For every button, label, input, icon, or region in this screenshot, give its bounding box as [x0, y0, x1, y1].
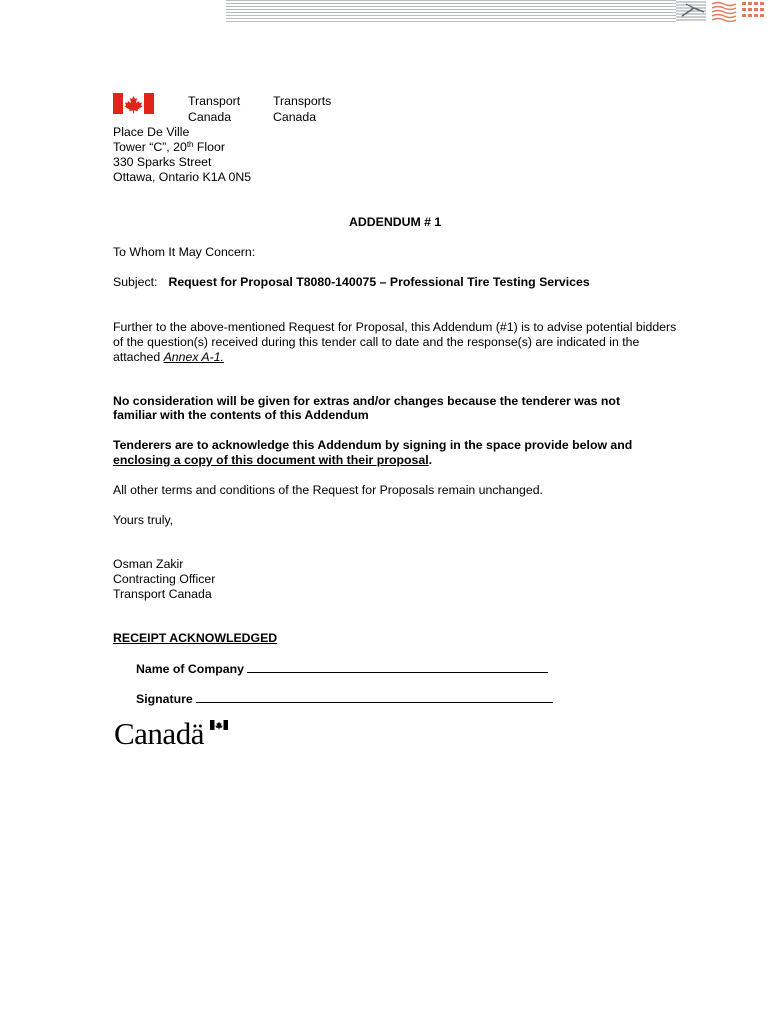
signatory-org: Transport Canada — [113, 587, 212, 601]
dept-name-en-line1: Transport — [188, 94, 241, 108]
canada-wordmark-text: Canadä — [114, 716, 204, 751]
acknowledge-underlined: enclosing a copy of this document with their proposal — [113, 453, 429, 467]
signature-line[interactable] — [196, 691, 553, 703]
body-paragraph-line: of the question(s) received during this tender call to date and the response(s) are indicated in the — [113, 335, 640, 349]
header-banner — [226, 0, 770, 22]
address-tower: Tower “C”, 20 — [113, 140, 187, 154]
acknowledge-line: Tenderers are to acknowledge this Addendum by signing in the space provide below and — [113, 438, 633, 452]
canada-flag-icon — [113, 93, 154, 114]
subject-label: Subject: — [113, 275, 158, 289]
address-line: Place De Ville — [113, 125, 190, 139]
notice-line: familiar with the contents of this Addendum — [113, 408, 369, 422]
wordmark-flag-icon — [210, 720, 228, 730]
dept-name-fr-line1: Transports — [273, 94, 332, 108]
dept-name-en-line2: Canada — [188, 110, 232, 124]
address-line: Ottawa, Ontario K1A 0N5 — [113, 170, 252, 184]
transport-banner-icon — [676, 0, 770, 22]
signature-label: Signature — [136, 692, 193, 706]
subject-text: Request for Proposal T8080-140075 – Professional Tire Testing Services — [168, 275, 590, 289]
closing: Yours truly, — [113, 513, 174, 527]
terms-statement: All other terms and conditions of the Request for Proposals remain unchanged. — [113, 483, 543, 497]
body-paragraph-line: Further to the above-mentioned Request for Proposal, this Addendum (#1) is to advise potential bidders — [113, 320, 677, 334]
signatory-title: Contracting Officer — [113, 572, 216, 586]
signature-field[interactable] — [136, 691, 553, 707]
canada-wordmark — [114, 716, 234, 752]
address-line: 330 Sparks Street — [113, 155, 212, 169]
company-name-field[interactable] — [136, 661, 548, 677]
company-name-line[interactable] — [247, 661, 548, 673]
notice-line: No consideration will be given for extras and/or changes because the tenderer was not — [113, 394, 621, 408]
document-title: ADDENDUM # 1 — [349, 215, 442, 229]
annex-intro: attached — [113, 350, 164, 364]
body-paragraph-line — [113, 350, 224, 365]
salutation: To Whom It May Concern: — [113, 245, 256, 259]
subject-line — [113, 275, 590, 290]
acknowledge-line — [113, 453, 432, 468]
signatory-name: Osman Zakir — [113, 557, 184, 571]
acknowledge-period: . — [428, 453, 433, 467]
company-name-label: Name of Company — [136, 662, 244, 676]
address-line — [113, 140, 225, 155]
receipt-heading: RECEIPT ACKNOWLEDGED — [113, 631, 278, 645]
dept-name-fr-line2: Canada — [273, 110, 317, 124]
annex-link[interactable]: Annex A-1. — [163, 350, 224, 364]
banner-stripes — [226, 0, 676, 22]
address-ordinal: th — [186, 140, 194, 149]
address-floor: Floor — [193, 140, 225, 154]
